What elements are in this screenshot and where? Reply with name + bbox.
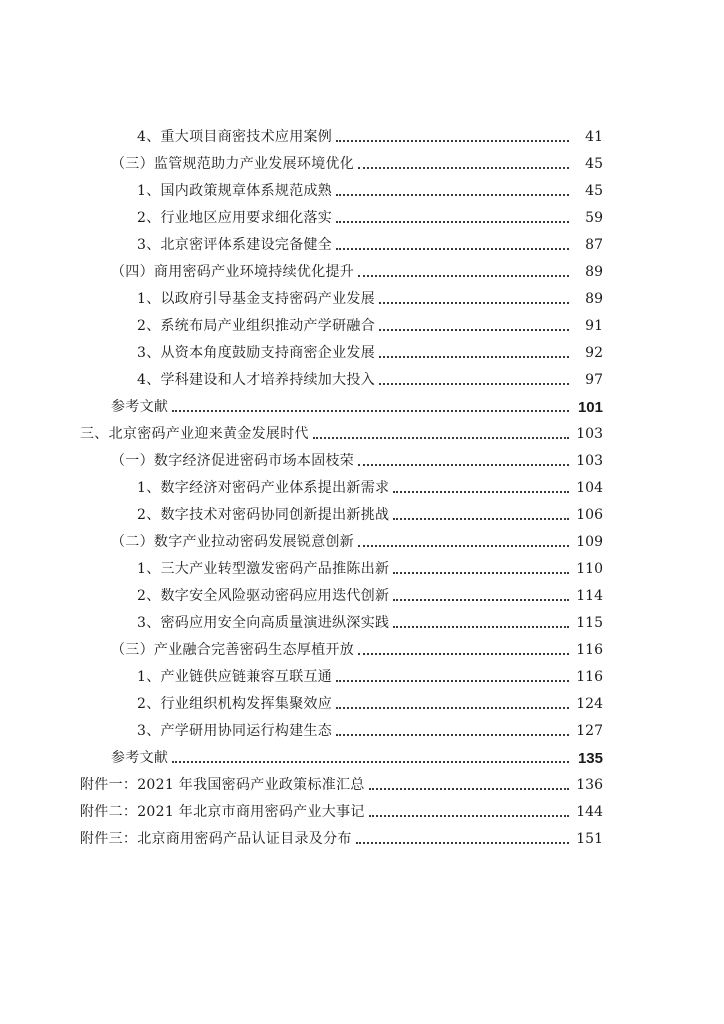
toc-dot-leader	[369, 772, 569, 799]
toc-entry-title: 3、产学研用协同运行构建生态	[137, 723, 333, 739]
toc-entry-page-number: 127	[576, 723, 603, 739]
toc-dot-leader	[379, 313, 569, 340]
toc-entry-page-number: 89	[585, 291, 603, 307]
toc-entry[interactable]	[0, 178, 724, 205]
toc-dot-leader	[369, 799, 569, 826]
toc-entry[interactable]	[0, 610, 724, 637]
toc-dot-leader	[336, 691, 569, 718]
toc-entry[interactable]	[0, 502, 724, 529]
toc-entry-title: 附件三：北京商用密码产品认证目录及分布	[80, 831, 352, 847]
toc-entry[interactable]	[0, 259, 724, 286]
toc-entry[interactable]	[0, 286, 724, 313]
toc-dot-leader	[393, 583, 569, 610]
toc-entry-page-number: 97	[585, 372, 603, 388]
toc-entry-title: 4、重大项目商密技术应用案例	[137, 129, 333, 145]
toc-entry[interactable]	[0, 529, 724, 556]
toc-dot-leader	[393, 475, 569, 502]
toc-entry-title: 参考文献	[111, 750, 169, 766]
toc-entry-title: （三）监管规范助力产业发展环境优化	[111, 156, 355, 172]
toc-entry-title: 4、学科建设和人才培养持续加大投入	[137, 372, 376, 388]
toc-entry-page-number: 91	[585, 318, 603, 334]
toc-entry-page-number: 45	[585, 183, 603, 199]
toc-entry-page-number: 45	[585, 156, 603, 172]
toc-entry-page-number: 104	[576, 480, 603, 496]
toc-dot-leader	[336, 232, 569, 259]
toc-dot-leader	[336, 124, 569, 151]
toc-dot-leader	[393, 610, 569, 637]
toc-entry-title: 1、产业链供应链兼容互联互通	[137, 669, 333, 685]
toc-entry[interactable]	[0, 448, 724, 475]
toc-entry[interactable]	[0, 340, 724, 367]
toc-entry[interactable]	[0, 151, 724, 178]
toc-dot-leader	[358, 151, 569, 178]
toc-dot-leader	[358, 448, 569, 475]
toc-entry-page-number: 103	[576, 426, 603, 442]
toc-entry[interactable]	[0, 745, 724, 772]
toc-entry-title: 1、国内政策规章体系规范成熟	[137, 183, 333, 199]
toc-entry-page-number: 114	[576, 588, 603, 604]
toc-dot-leader	[358, 529, 569, 556]
toc-entry-page-number: 124	[576, 696, 603, 712]
toc-entry-page-number: 109	[576, 534, 603, 550]
toc-dot-leader	[336, 205, 569, 232]
toc-entry-title: 3、密码应用安全向高质量演进纵深实践	[137, 615, 390, 631]
toc-entry-title: 3、从资本角度鼓励支持商密企业发展	[137, 345, 376, 361]
toc-dot-leader	[336, 664, 569, 691]
toc-entry[interactable]	[0, 637, 724, 664]
toc-entry[interactable]	[0, 421, 724, 448]
toc-entry-title: 附件二：2021 年北京市商用密码产业大事记	[80, 804, 365, 820]
toc-entry[interactable]	[0, 583, 724, 610]
toc-entry-page-number: 110	[576, 561, 603, 577]
toc-dot-leader	[313, 421, 569, 448]
toc-entry-title: （三）产业融合完善密码生态厚植开放	[111, 642, 355, 658]
toc-entry[interactable]	[0, 691, 724, 718]
toc-entry[interactable]	[0, 718, 724, 745]
toc-entry-page-number: 144	[576, 804, 603, 820]
toc-entry-page-number: 92	[585, 345, 603, 361]
toc-entry-title: 2、数字安全风险驱动密码应用迭代创新	[137, 588, 390, 604]
toc-dot-leader	[356, 826, 569, 853]
toc-entry-title: 1、以政府引导基金支持密码产业发展	[137, 291, 376, 307]
toc-dot-leader	[336, 178, 569, 205]
toc-entry-page-number: 135	[577, 750, 603, 767]
toc-dot-leader	[358, 637, 569, 664]
toc-entry-page-number: 115	[576, 615, 603, 631]
toc-entry-page-number: 106	[576, 507, 603, 523]
toc-entry-title: 2、行业组织机构发挥集聚效应	[137, 696, 333, 712]
toc-dot-leader	[393, 502, 569, 529]
toc-dot-leader	[379, 340, 569, 367]
toc-entry[interactable]	[0, 826, 724, 853]
toc-entry-page-number: 41	[585, 129, 603, 145]
toc-entry-page-number: 89	[585, 264, 603, 280]
toc-entry[interactable]	[0, 394, 724, 421]
toc-entry-title: 附件一：2021 年我国密码产业政策标准汇总	[80, 777, 365, 793]
toc-dot-leader	[358, 259, 569, 286]
toc-entry[interactable]	[0, 556, 724, 583]
toc-entry-title: 2、行业地区应用要求细化落实	[137, 210, 333, 226]
toc-entry-page-number: 87	[585, 237, 603, 253]
toc-entry[interactable]	[0, 772, 724, 799]
toc-entry-page-number: 136	[576, 777, 603, 793]
toc-entry-title: （四）商用密码产业环境持续优化提升	[111, 264, 355, 280]
toc-entry-title: 三、北京密码产业迎来黄金发展时代	[80, 426, 309, 442]
toc-entry-title: （二）数字产业拉动密码发展锐意创新	[111, 534, 355, 550]
toc-entry-page-number: 101	[577, 399, 603, 416]
toc-entry-title: 1、数字经济对密码产业体系提出新需求	[137, 480, 390, 496]
toc-entry[interactable]	[0, 313, 724, 340]
toc-entry[interactable]	[0, 205, 724, 232]
toc-entry[interactable]	[0, 367, 724, 394]
toc-entry-page-number: 151	[576, 831, 603, 847]
toc-entry-page-number: 103	[576, 453, 603, 469]
toc-entry-title: 3、北京密评体系建设完备健全	[137, 237, 333, 253]
toc-entry[interactable]	[0, 124, 724, 151]
toc-entry[interactable]	[0, 664, 724, 691]
toc-entry-title: 2、数字技术对密码协同创新提出新挑战	[137, 507, 390, 523]
toc-dot-leader	[393, 556, 569, 583]
toc-dot-leader	[379, 367, 569, 394]
toc-dot-leader	[379, 286, 569, 313]
toc-dot-leader	[336, 718, 569, 745]
toc-dot-leader	[172, 394, 569, 421]
toc-entry-title: （一）数字经济促进密码市场本固枝荣	[111, 453, 355, 469]
toc-entry-title: 参考文献	[111, 399, 169, 415]
toc-entry-title: 2、系统布局产业组织推动产学研融合	[137, 318, 376, 334]
toc-dot-leader	[172, 745, 569, 772]
toc-entry[interactable]	[0, 799, 724, 826]
toc-entry-title: 1、三大产业转型激发密码产品推陈出新	[137, 561, 390, 577]
toc-entry-page-number: 116	[576, 642, 603, 658]
toc-entry[interactable]	[0, 232, 724, 259]
table-of-contents	[0, 124, 724, 853]
toc-entry-page-number: 59	[585, 210, 603, 226]
toc-entry[interactable]	[0, 475, 724, 502]
toc-entry-page-number: 116	[576, 669, 603, 685]
